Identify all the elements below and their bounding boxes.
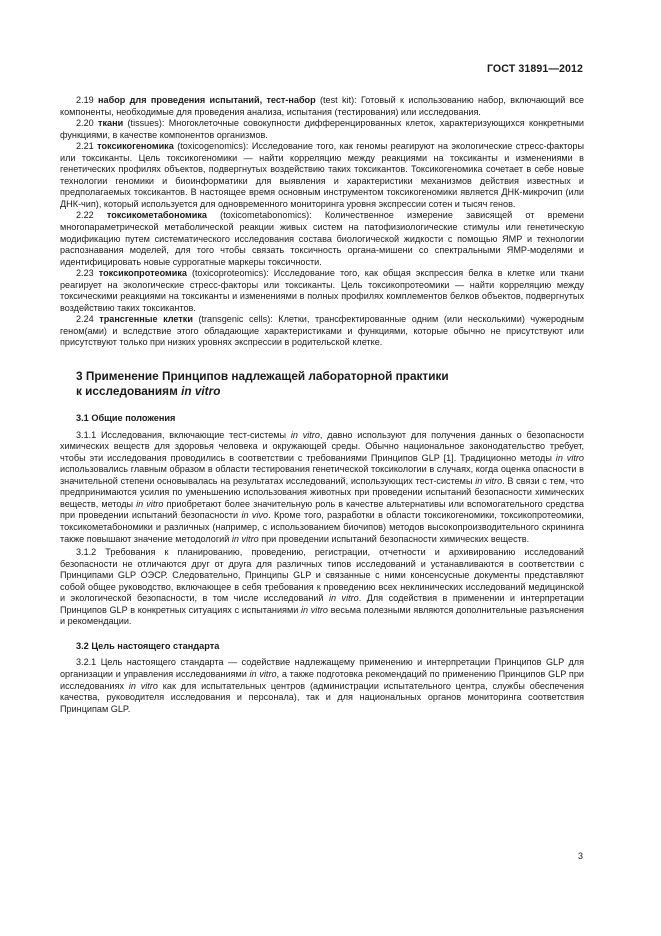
definition-2-21 (60, 141, 584, 210)
definition-text: (tissues): Многоклеточные совокупности дифференцированных клеток, характеризующихся конкретными функциями, в качестве компонентов организмов. (60, 118, 584, 140)
italic-run: in vitro (136, 498, 164, 509)
text-run: , давно используют для получения данных о безопасности химических веществ для здоровья человека и окружающей среды. Обычно национальное законодательство требует, чтобы эти исследования проводились в соответствии с требованиями Принципов GLP [1]. Традиционно методы (60, 429, 584, 463)
paragraph-3-2-1 (60, 657, 584, 715)
section-3-title-line1: 3 Применение Принципов надлежащей лабораторной практики (76, 369, 449, 384)
text-run: . Кроме того, разработки в области токсикогеномики, токсикопротеомики, токсикометабономики и различных (например, с использованием биочипов) методов высокопроизводительного скрининга также повышают значение методологий (60, 510, 584, 544)
definition-2-22 (60, 210, 584, 268)
text-run: 3.1.2 Требования к планированию, проведению, регистрации, отчетности и архивированию исследований безопасности не отличаются друг от друга для различных типов исследований и устанавливаются в соответствии с Принципами GLP ОЭСР. Следовательно, Принципы GLP и связанные с ними консенсусные документы представляют собой общее руководство, включающее в себя требования к проведению всех неклинических исследований медицинской и экологической безопасности, в том числе исследований (60, 547, 584, 604)
italic-run: in vitro (249, 668, 277, 679)
definition-2-23 (60, 268, 584, 314)
definition-text: (test kit): Готовый к использованию набор, включающий все компоненты, необходимые для проведения анализа, испытания (тестирования) или исследования. (60, 95, 584, 117)
definition-2-20 (60, 118, 584, 141)
definition-text: (toxicometabonomics): Количественное измерение зависящей от времени многопараметрической метаболической реакции живых систем на патофизиологические стимулы или генетическую модификацию путем систематического исследования состава биологической жидкости с помощью ЯМР и технологии распознавания моделей, для того чтобы связать токсичность органа-мишени со спектральными ЯМР-моделями и идентифицировать новые суррогатные маркеры токсичности. (60, 210, 585, 267)
italic-run: in vitro (555, 452, 584, 463)
definition-text: (toxicogenomics): Исследование того, как геномы реагируют на экологические стресс-факторы или токсиканты. Цель токсикогеномики — найти корреляцию между реакциями на токсиканты и изменениями в генетических профилях объектов, подвергнутых воздействию таких токсикантов. Токсикогеномика сочетает в себе новые технологии геномики и биоинформатики для выявления и характеристики механизмов действия известных и предполагаемых токсикантов. В настоящее время основным инструментом токсикогеномики является ДНК-микрочип (или ДНК-чип), который используется для одновременного мониторинга уровня экспрессии сотен и тысяч генов. (60, 141, 585, 209)
text-run: приобретают более значительную роль в качестве альтернативы или вспомогательного средства при проведении испытаний безопасности (60, 498, 584, 521)
page-content (60, 95, 584, 715)
subsection-3-1-heading: 3.1 Общие положения (76, 413, 176, 424)
definition-number: 2.22 (76, 210, 94, 221)
subsection-3-2-heading: 3.2 Цель настоящего стандарта (76, 640, 220, 651)
definition-term: токсикометабономика (106, 210, 207, 221)
text-run: . В связи с тем, что предпринимаются усилия по уменьшению использования животных при проведении испытаний безопасности химических веществ, методы (60, 475, 584, 509)
definition-2-19 (60, 95, 584, 118)
definition-term: набор для проведения испытаний, тест-набор (98, 95, 316, 105)
definition-term: токсикогеномика (97, 141, 174, 152)
text-run: при проведении испытаний безопасности химических веществ. (258, 533, 530, 544)
italic-run: in vitro (328, 593, 359, 604)
standard-header: ГОСТ 31891—2012 (486, 63, 583, 75)
definition-term: ткани (98, 118, 124, 129)
definition-term: трансгенные клетки (99, 314, 193, 325)
text-run: весьма полезными являются дополнительные разъяснения и рекомендации. (60, 604, 584, 627)
definition-number: 2.23 (76, 268, 94, 279)
paragraph-3-1-2 (60, 547, 584, 628)
definition-2-24 (60, 314, 584, 349)
italic-run: in vivo (241, 510, 269, 521)
definition-term: токсикопротеомика (98, 268, 187, 279)
page-number: 3 (577, 851, 583, 861)
italic-run: in vitro (300, 604, 328, 615)
text-run: использовались главным образом в области тестирования генетической токсикологии в случаях, когда оценка опасности в значительной степени основывалась на результатах исследований, использующих тест-системы (60, 464, 584, 486)
italic-run: in vitro (231, 533, 259, 544)
definition-number: 2.21 (76, 141, 94, 152)
definition-number: 2.20 (76, 118, 94, 129)
text-run: как для испытательных центров (администрации испытательного центра, службы обеспечения качества, руководителя исследования и персонала), так и для национальных органов мониторинга соответствия Принципам GLP. (60, 680, 584, 714)
section-3-heading (60, 369, 584, 398)
section-3-title-italic: in vitro (181, 383, 221, 398)
definition-text: (transgenic cells): Клетки, трансфектированные одним (или несколькими) чужеродным геном(ами) и вследствие этого обладающие характеристиками и функциями, которые обычно не присутствуют или присутствуют только при низких уровнях экспрессии в родительской клетке. (60, 314, 584, 348)
italic-run: in vitro (290, 429, 320, 440)
italic-run: in vitro (475, 475, 503, 486)
definition-number: 2.24 (76, 314, 94, 325)
text-run: 3.1.1 Исследования, включающие тест-системы (76, 429, 291, 440)
section-3-title-line2: к исследованиям (76, 383, 182, 398)
definition-text: (toxicoproteomics): Исследование того, как общая экспрессия белка в клетке или ткани реагирует на экологические стресс-факторы или токсиканты. Цель токсикопротеомики — найти корреляцию между токсическими реакциями на токсиканты и изменениями в полных профилях комплементов белков объектов, подвергнутых воздействию таких токсикантов. (60, 268, 584, 313)
italic-run: in vitro (128, 680, 158, 691)
text-run: , а также подготовка рекомендаций по применению Принципов GLP при исследованиях (60, 668, 584, 691)
paragraph-3-1-1 (60, 430, 584, 545)
text-run: . Для содействия в применении и интерпретации Принципов GLP в конкретных ситуациях с испытаниями (60, 593, 584, 615)
definition-number: 2.19 (76, 95, 94, 105)
text-run: 3.2.1 Цель настоящего стандарта — содействие надлежащему применению и интерпретации Принципов GLP для организации и управления исследованиями (60, 657, 584, 679)
